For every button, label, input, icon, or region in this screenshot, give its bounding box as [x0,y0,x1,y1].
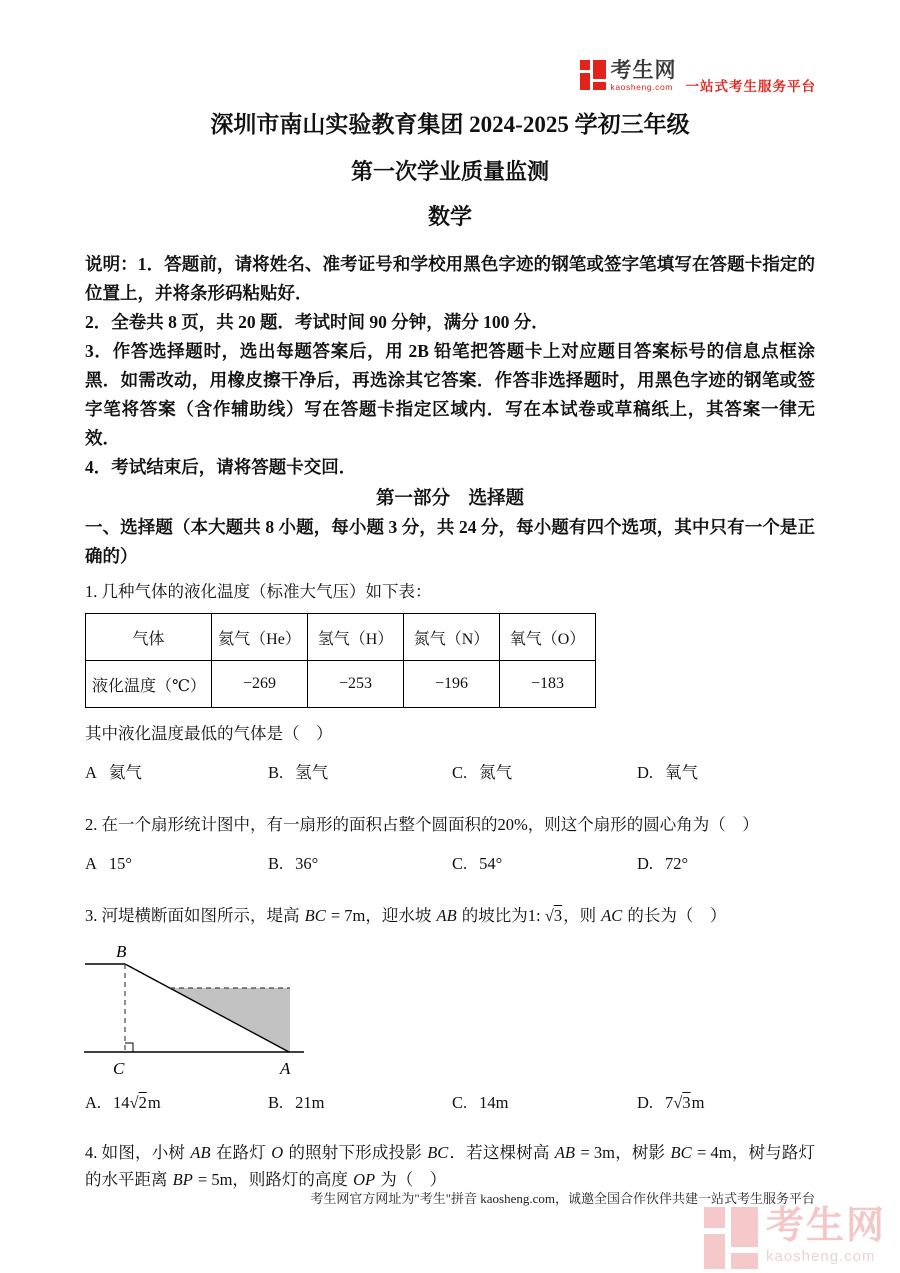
option-d [637,1091,815,1115]
part-heading: 第一部分 选择题 [375,489,524,509]
exam-title: 深圳市南山实验教育集团 2024-2025 学初三年级 [210,112,690,137]
question-4-stem: 4. 如图，小树 AB 在路灯 O 的照射下形成投影 BC．若这棵树高 AB = 3m，树影 BC = 4m，树与路灯的水平距离 BP = 5m，则路灯的高度 OP 为（ ） [85,1143,816,1189]
instruction-line-1: 说明：1．答题前，请将姓名、准考证号和学校用黑色字迹的钢笔或签字笔填写在答题卡指定的位置上，并将条形码粘贴好． [85,254,815,303]
option-d [637,761,815,785]
watermark-text-block [766,1207,886,1264]
option-key: B. [268,763,284,782]
question-3-stem: 3. 河堤横断面如图所示，堤高 BC = 7m，迎水坡 AB 的坡比为1: √3，则 AC 的长为（ ） [85,906,727,925]
option-key: D. [637,1093,654,1112]
table-header-cell: 氧气（O） [500,614,596,661]
table-value-cell: −196 [404,661,500,708]
option-text: 21m [295,1093,325,1112]
kaosheng-logo-icon [580,60,606,90]
option-text: 15° [108,854,133,873]
question-2-stem: 2. 在一个扇形统计图中，有一扇形的面积占整个圆面积的20%，则这个扇形的圆心角为（ ） [85,815,759,834]
table-header-cell: 氮气（N） [404,614,500,661]
kaosheng-watermark [704,1207,886,1269]
table-value-cell: −253 [308,661,404,708]
figure-label-C: C [113,1059,125,1078]
option-key: D. [637,854,654,873]
option-text: 氢气 [295,763,329,782]
option-key: A. [85,1093,102,1112]
exam-subtitle: 第一次学业质量监测 [350,159,549,184]
table-header-row [86,614,596,661]
question-1-stem: 1. 几种气体的液化温度（标准大气压）如下表： [85,582,432,601]
brand-text-block [611,60,677,92]
question-1-followup: 其中液化温度最低的气体是（ ） [85,724,333,743]
option-c [452,761,637,785]
option-key: B. [268,854,284,873]
table-header-cell: 氢气（H） [308,614,404,661]
figure-label-A: A [280,1059,291,1078]
option-key: C. [452,854,468,873]
question-2 [85,811,815,876]
instruction-line-3: 3．作答选择题时，选出每题答案后，用 2B 铅笔把答题卡上对应题目答案标号的信息点框涂黑．如需改动，用橡皮擦干净后，再选涂其它答案．作答非选择题时，用黑色字迹的钢笔或签字笔将答案（含作辅助线）写在答题卡指定区域内．写在本试卷或草稿纸上，其答案一律无效． [85,341,815,448]
exam-instructions [85,250,815,482]
dike-cross-section-figure [82,941,312,1081]
option-text: 7√3m [665,1093,705,1112]
option-key: A [85,763,97,782]
question-1 [85,578,815,785]
figure-label-B: B [116,942,127,961]
option-text: 14√2m [113,1093,161,1112]
option-text: 氮气 [479,763,513,782]
instruction-line-2: 2．全卷共 8 页，共 20 题．考试时间 90 分钟，满分 100 分． [85,312,549,332]
kaosheng-logo [580,60,817,95]
question-4 [85,1139,815,1193]
option-text: 14m [479,1093,509,1112]
gas-liquefaction-table [85,613,596,708]
option-key: C. [452,1093,468,1112]
watermark-brand-name: 考生网 [765,1205,886,1247]
question-1-options [85,761,815,785]
option-c [452,1091,637,1115]
question-2-options [85,852,815,876]
option-d [637,852,815,876]
question-3-options [85,1091,815,1115]
option-key: C. [452,763,468,782]
right-angle-marker [125,1043,133,1052]
option-text: 36° [295,854,319,873]
section-intro: 一、选择题（本大题共 8 小题，每小题 3 分，共 24 分，每小题有四个选项，其中只有一个是正确的） [85,517,815,566]
option-b [268,852,452,876]
option-b [268,761,452,785]
brand-tagline: 一站式考生服务平台 [685,79,816,94]
dike-figure-wrap [82,941,815,1079]
option-key: A [85,854,97,873]
table-row-label: 液化温度（℃） [86,661,212,708]
option-text: 72° [665,854,689,873]
option-a [85,852,268,876]
brand-name: 考生网 [610,59,677,82]
table-value-row [86,661,596,708]
subject-title: 数学 [427,204,472,229]
brand-domain: kaosheng.com [610,82,673,92]
option-text: 氧气 [665,763,699,782]
instruction-line-4: 4．考试结束后，请将答题卡交回． [85,457,357,477]
option-key: D. [637,763,654,782]
table-header-cell: 气体 [86,614,212,661]
option-a [85,761,268,785]
page-footer: 考生网官方网址为"考生"拼音 kaosheng.com，诚邀全国合作伙伴共建一站式考生服务平台 [310,1191,815,1206]
option-a [85,1091,268,1115]
option-c [452,852,637,876]
question-3 [85,902,815,1115]
option-text: 氦气 [108,763,142,782]
watermark-brand-domain: kaosheng.com [765,1248,876,1265]
option-b [268,1091,452,1115]
table-header-cell: 氦气（He） [212,614,308,661]
option-text: 54° [479,854,503,873]
option-key: B. [268,1093,284,1112]
kaosheng-watermark-icon [704,1207,758,1269]
table-value-cell: −183 [500,661,596,708]
table-value-cell: −269 [212,661,308,708]
